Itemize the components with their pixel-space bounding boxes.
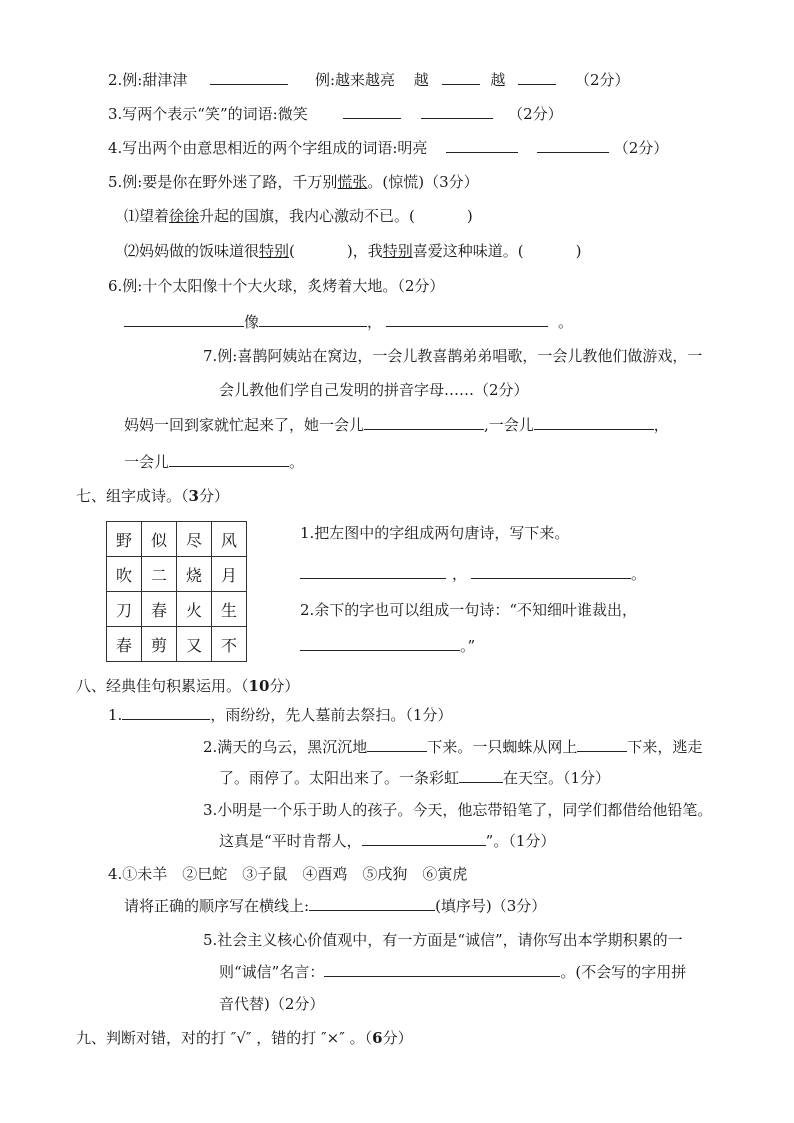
answer-blank[interactable]	[169, 452, 289, 467]
q7-1-answer: ， 。	[300, 564, 646, 584]
q8-5-cont: 则“诚信”名言： 。(不会写的字用拼	[219, 963, 687, 981]
grid-cell: 月	[212, 557, 247, 592]
answer-blank[interactable]	[386, 312, 548, 327]
grid-cell: 野	[107, 522, 142, 557]
grid-cell: 二	[142, 557, 177, 592]
grid-cell: 春	[142, 592, 177, 627]
answer-blank[interactable]	[210, 70, 288, 85]
q8-5: 5.社会主义核心价值观中，有一方面是“诚信”，请你写出本学期积累的一	[203, 931, 683, 949]
q6-5-sub2: ⑵妈妈做的饭味道很特别( )，我特别喜爱这种味道。( )	[124, 242, 582, 260]
q8-4: 4.①未羊 ②巳蛇 ③子鼠 ④酉鸡 ⑤戌狗 ⑥寅虎	[108, 865, 468, 883]
grid-cell: 不	[212, 627, 247, 662]
answer-blank[interactable]	[421, 104, 493, 119]
q6-3: 3.写两个表示“笑”的词语:微笑 （2分）	[108, 105, 563, 123]
answer-blank[interactable]	[362, 831, 486, 846]
answer-blank[interactable]	[537, 138, 609, 153]
grid-cell: 似	[142, 522, 177, 557]
q6-7-answer: 妈妈一回到家就忙起来了，她一会儿 ,一会儿 ，	[124, 416, 669, 434]
q6-2: 2.例:甜津津 例:越来越亮 越 越 （2分）	[108, 71, 630, 89]
section-8-title: 八、经典佳句积累运用。（10分）	[76, 677, 300, 695]
q8-4-answer: 请将正确的顺序写在横线上: (填序号)（3分）	[124, 897, 547, 915]
q7-2: 2.余下的字也可以组成一句诗：“不知细叶谁裁出，	[300, 601, 637, 619]
answer-blank[interactable]	[577, 737, 627, 752]
q6-5-sub1: ⑴望着徐徐升起的国旗，我内心激动不已。( )	[124, 207, 473, 225]
answer-blank[interactable]	[300, 636, 460, 651]
q8-3-cont: 这真是“平时肯帮人， ”。（1分）	[219, 832, 556, 850]
q6-4: 4.写出两个由意思相近的两个字组成的词语:明亮 （2分）	[108, 139, 669, 157]
q7-1: 1.把左图中的字组成两句唐诗，写下来。	[300, 524, 570, 542]
grid-cell: 尽	[177, 522, 212, 557]
answer-blank[interactable]	[518, 70, 556, 85]
answer-blank[interactable]	[259, 312, 367, 327]
character-grid	[106, 521, 247, 662]
grid-cell: 剪	[142, 627, 177, 662]
q6-7: 7.例:喜鹊阿姨站在窝边，一会儿教喜鹊弟弟唱歌，一会儿教他们做游戏，一	[203, 347, 703, 365]
answer-blank[interactable]	[442, 70, 480, 85]
answer-blank[interactable]	[122, 705, 210, 720]
q6-6-answer: 像 ， 。	[124, 312, 573, 332]
answer-blank[interactable]	[309, 896, 435, 911]
answer-blank[interactable]	[300, 564, 446, 579]
answer-blank[interactable]	[124, 312, 244, 327]
grid-cell: 火	[177, 592, 212, 627]
grid-cell: 风	[212, 522, 247, 557]
q7-2-answer: 。”	[300, 636, 475, 656]
q6-7-cont: 会儿教他们学自己发明的拼音字母……（2分）	[219, 381, 529, 399]
answer-blank[interactable]	[367, 737, 427, 752]
answer-blank[interactable]	[471, 564, 631, 579]
grid-cell: 又	[177, 627, 212, 662]
q6-7-answer2: 一会儿 。	[124, 453, 305, 471]
grid-cell: 吹	[107, 557, 142, 592]
q8-1: 1. ，雨纷纷，先人墓前去祭扫。（1分）	[108, 706, 453, 724]
section-9-title: 九、判断对错，对的打 ″√″ ，错的打 ″×″ 。（6分）	[76, 1029, 413, 1047]
answer-blank[interactable]	[324, 962, 560, 977]
answer-blank[interactable]	[364, 415, 484, 430]
q8-3: 3.小明是一个乐于助人的孩子。今天，他忘带铅笔了，同学们都借给他铅笔。	[203, 801, 713, 819]
grid-cell: 春	[107, 627, 142, 662]
answer-blank[interactable]	[534, 415, 654, 430]
q6-6: 6.例:十个太阳像十个大火球，炙烤着大地。（2分）	[108, 277, 445, 295]
q8-2: 2.满天的乌云，黑沉沉地 下来。一只蜘蛛从网上 下来，逃走	[203, 738, 703, 756]
grid-cell: 生	[212, 592, 247, 627]
section-7-title: 七、组字成诗。（3分）	[76, 487, 229, 505]
grid-cell: 烧	[177, 557, 212, 592]
q8-5-cont2: 音代替)（2分）	[219, 995, 325, 1013]
answer-blank[interactable]	[459, 768, 503, 783]
grid-cell: 刀	[107, 592, 142, 627]
answer-blank[interactable]	[446, 138, 518, 153]
answer-blank[interactable]	[343, 104, 401, 119]
q6-5: 5.例:要是你在野外迷了路，千万别慌张。(惊慌)（3分）	[108, 173, 479, 191]
q8-2-cont: 了。雨停了。太阳出来了。一条彩虹 在天空。（1分）	[219, 769, 611, 787]
